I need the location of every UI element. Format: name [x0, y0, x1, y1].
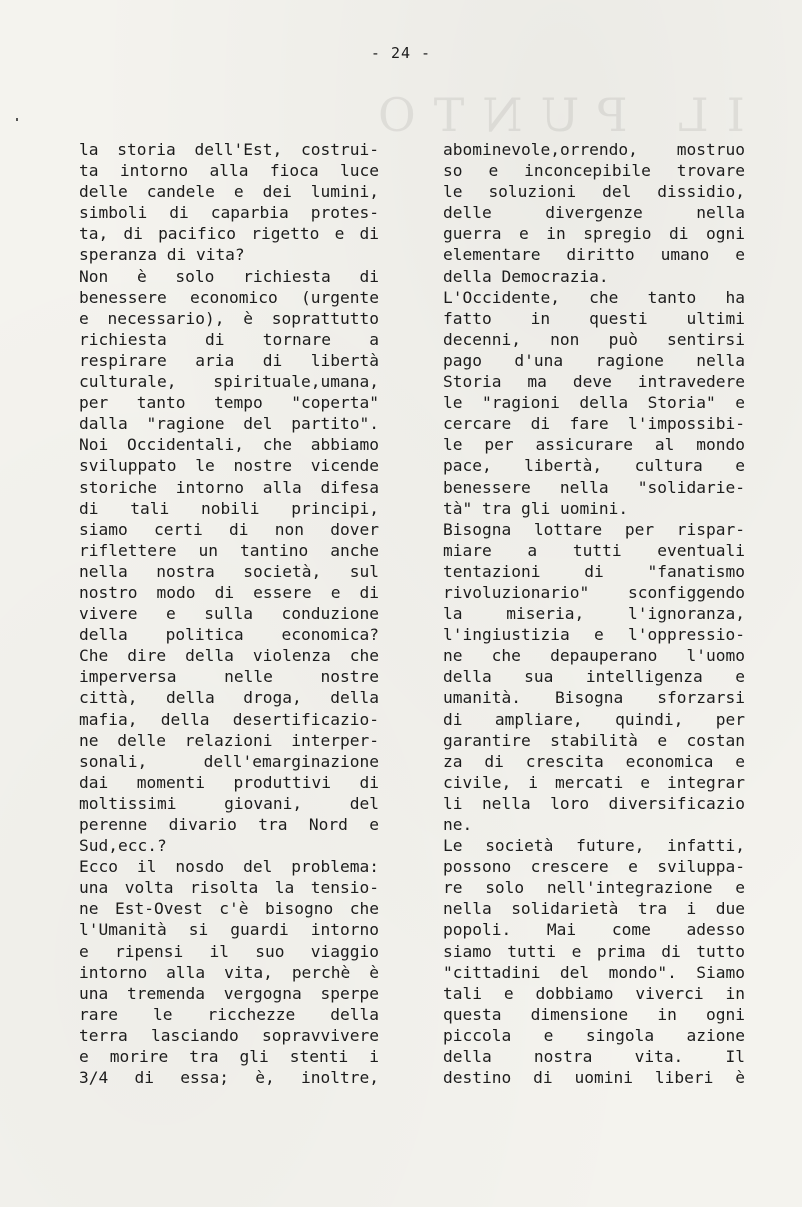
text-line: pago d'una ragione nella [443, 350, 745, 370]
text-line: cercare di fare l'impossibi- [443, 414, 745, 434]
text-line: nella nostra società, sul [79, 561, 379, 581]
text-line: siamo tutti e prima di tutto [443, 941, 745, 961]
left-text-column [79, 139, 379, 1088]
text-line: vivere e sulla conduzione [79, 604, 379, 624]
text-line: rare le ricchezze della [79, 1004, 379, 1024]
text-line: di tali nobili principi, [79, 498, 379, 518]
page-number: - 24 - [370, 44, 432, 62]
text-line: intorno alla vita, perchè è [79, 962, 379, 982]
text-line: sviluppato le nostre vicende [79, 456, 379, 476]
text-line: Storia ma deve intravedere [443, 372, 745, 392]
text-line: za di crescita economica e [443, 751, 745, 771]
text-line: pace, libertà, cultura e [443, 456, 745, 476]
text-line: Bisogna lottare per rispar- [443, 519, 745, 539]
text-line: ne che depauperano l'uomo [443, 646, 745, 666]
text-line: sonali, dell'emarginazione [79, 751, 379, 771]
text-line: fatto in questi ultimi [443, 308, 745, 328]
text-line: garantire stabilità e costan [443, 730, 745, 750]
text-line: ne Est-Ovest c'è bisogno che [79, 899, 379, 919]
text-line: popoli. Mai come adesso [443, 920, 745, 940]
text-line: storiche intorno alla difesa [79, 477, 379, 497]
text-line: Le società future, infatti, [443, 836, 745, 856]
text-line: elementare diritto umano e [443, 245, 745, 265]
text-line: di ampliare, quindi, per [443, 709, 745, 729]
right-text-column [443, 139, 745, 1088]
text-line: guerra e in spregio di ogni [443, 224, 745, 244]
text-line: siamo certi di non dover [79, 519, 379, 539]
text-line: della politica economica? [79, 625, 379, 645]
text-line: delle candele e dei lumini, [79, 182, 379, 202]
text-line: nostro modo di essere e di [79, 582, 379, 602]
text-line: riflettere un tantino anche [79, 540, 379, 560]
text-line: moltissimi giovani, del [79, 793, 379, 813]
text-line: imperversa nelle nostre [79, 667, 379, 687]
text-line: decenni, non può sentirsi [443, 329, 745, 349]
text-line: della sua intelligenza e [443, 667, 745, 687]
text-line: simboli di caparbia protes- [79, 203, 379, 223]
text-line: tali e dobbiamo viverci in [443, 983, 745, 1003]
text-line: mafia, della desertificazio- [79, 709, 379, 729]
text-line: della nostra vita. Il [443, 1047, 745, 1067]
text-line: le soluzioni del dissidio, [443, 182, 745, 202]
text-line: li nella loro diversificazio [443, 793, 745, 813]
text-line: per tanto tempo "coperta" [79, 393, 379, 413]
text-line: la storia dell'Est, costrui- [79, 140, 379, 159]
text-line: l'ingiustizia e l'oppressio- [443, 625, 745, 645]
text-line: ne. [443, 815, 473, 834]
text-line: una volta risolta la tensio- [79, 878, 379, 898]
text-line: della Democrazia. [443, 266, 609, 286]
text-line: delle divergenze nella [443, 203, 745, 223]
text-line: miare a tutti eventuali [443, 540, 745, 560]
text-line: richiesta di tornare a [79, 329, 379, 349]
text-line: culturale, spirituale,umana, [79, 372, 379, 392]
text-line: la miseria, l'ignoranza, [443, 604, 745, 624]
text-line: possono crescere e sviluppa- [443, 857, 745, 877]
text-line: l'Umanità si guardi intorno [79, 920, 379, 940]
text-line: nella solidarietà tra i due [443, 899, 745, 919]
text-line: umanità. Bisogna sforzarsi [443, 688, 745, 708]
text-line: "cittadini del mondo". Siamo [443, 962, 745, 982]
text-line: Non è solo richiesta di [79, 266, 379, 286]
text-line: e ripensi il suo viaggio [79, 941, 379, 961]
text-line: speranza di vita? [79, 245, 245, 265]
text-line: 3/4 di essa; è, inoltre, [79, 1068, 379, 1088]
text-line: città, della droga, della [79, 688, 379, 708]
text-line: re solo nell'integrazione e [443, 878, 745, 898]
text-line: ne delle relazioni interper- [79, 730, 379, 750]
text-line: dalla "ragione del partito". [79, 414, 379, 434]
text-line: terra lasciando sopravvivere [79, 1025, 379, 1045]
text-line: so e inconcepibile trovare [443, 161, 745, 181]
text-line: L'Occidente, che tanto ha [443, 287, 745, 307]
text-line: dai momenti produttivi di [79, 772, 379, 792]
text-line: una tremenda vergogna sperpe [79, 983, 379, 1003]
text-line: ta, di pacifico rigetto e di [79, 224, 379, 244]
text-line: Noi Occidentali, che abbiamo [79, 435, 379, 455]
speck-mark [16, 118, 18, 121]
text-line: ta intorno alla fioca luce [79, 161, 379, 181]
text-line: destino di uomini liberi è [443, 1068, 745, 1088]
text-line: respirare aria di libertà [79, 350, 379, 370]
text-line: rivoluzionario" sconfiggendo [443, 582, 745, 602]
text-line: Che dire della violenza che [79, 646, 379, 666]
text-line: tà" tra gli uomini. [443, 498, 629, 518]
text-line: e morire tra gli stenti i [79, 1047, 379, 1067]
text-line: piccola e singola azione [443, 1025, 745, 1045]
text-line: benessere nella "solidarie- [443, 477, 745, 497]
text-line: Sud,ecc.? [79, 836, 167, 856]
text-line: le "ragioni della Storia" e [443, 393, 745, 413]
text-line: benessere economico (urgente [79, 287, 379, 307]
text-line: tentazioni di "fanatismo [443, 561, 745, 581]
text-line: Ecco il nosdo del problema: [79, 857, 379, 877]
text-line: perenne divario tra Nord e [79, 815, 379, 834]
text-line: e necessario), è soprattutto [79, 308, 379, 328]
text-line: questa dimensione in ogni [443, 1004, 745, 1024]
text-line: civile, i mercati e integrar [443, 772, 745, 792]
text-line: le per assicurare al mondo [443, 435, 745, 455]
show-through-masthead: IL PUNTO [360, 88, 745, 142]
text-line: abominevole,orrendo, mostruo [443, 140, 745, 159]
